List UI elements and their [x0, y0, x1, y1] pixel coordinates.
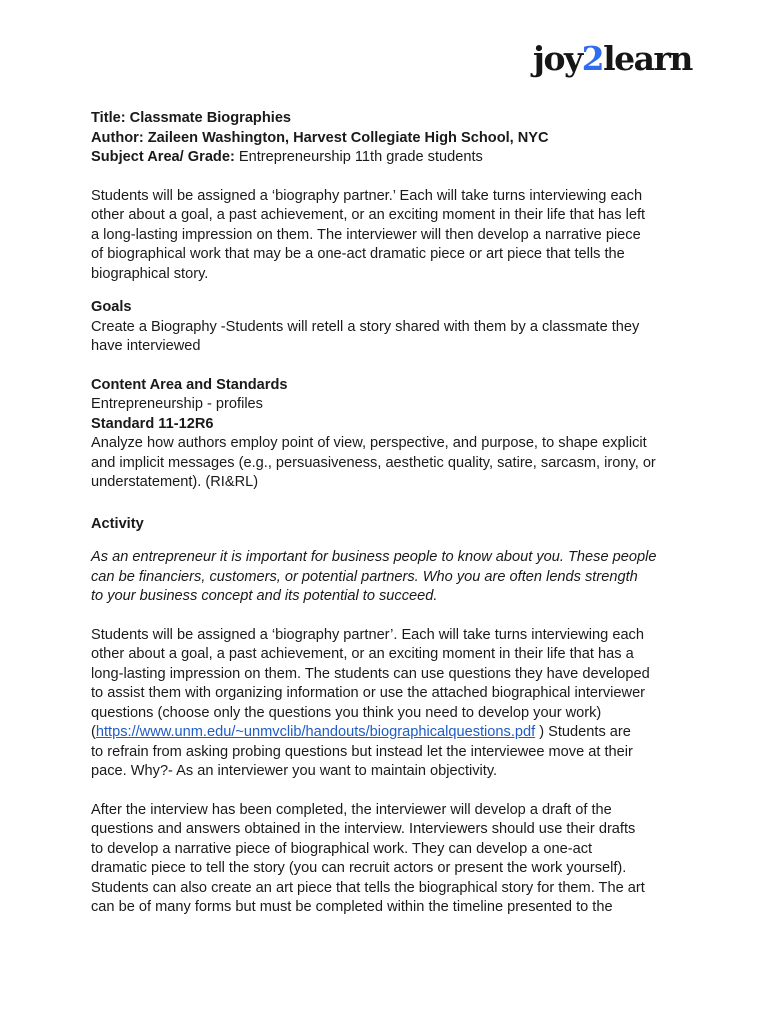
activity-paragraph-2: After the interview has been completed, the interviewer will develop a draft of the questions and answers obtained in the interview. Interviewers should use their drafts to develop a narrative piece of biographical work. They can develop a one-act dramatic piece to tell the story (you can recruit actors or present the work yourself). Students can also create an art piece that tells the biographical story for them. The art can be of many forms but must be completed within the timeline presented to the: [91, 801, 645, 915]
activity-intro: As an entrepreneur it is important for business people to know about you. These people can be financiers, customers, or potential partners. Who you are often lends strength to your business concept and its potential to succeed.: [91, 549, 657, 604]
content-area: Entrepreneurship - profiles: [91, 396, 263, 412]
standards-heading: Content Area and Standards: [91, 376, 288, 393]
document-body: [91, 109, 691, 918]
goals-text: Create a Biography -Students will retell a story shared with them by a classmate they have interviewed: [91, 318, 640, 354]
lesson-author: Author: Zaileen Washington, Harvest Collegiate High School, NYC: [91, 129, 549, 146]
lesson-subject: Subject Area/ Grade: Entrepreneurship 11th grade students: [91, 149, 483, 165]
standard-description: Analyze how authors employ point of view, perspective, and purpose, to shape explicit and implicit messages (e.g., persuasiveness, aesthetic quality, satire, sarcasm, irony, or understatement). (RI&RL): [91, 435, 656, 490]
standard-label: Standard 11-12R6: [91, 415, 214, 432]
lesson-title: Title: Classmate Biographies: [91, 110, 292, 126]
activity-paragraph-1: Students will be assigned a ‘biography partner’. Each will take turns interviewing each other about a goal, a past achievement, or an exciting moment in their life that has a long-lasting impression on them. The students can use questions they have developed to assist them with organizing information or use the attached biographical interviewer questions (choose only the questions you think you need to develop your work) (https://www.unm.edu/~unmvclib/handouts/biographicalquestions.pdf ) Students are to refrain from asking probing questions but instead let the interviewee move at their pace. Why?- As an interviewer you want to maintain objectivity.: [91, 626, 650, 779]
joy2learn-logo: joy2learn: [533, 39, 692, 78]
goals-heading: Goals: [91, 299, 132, 315]
biographical-questions-link[interactable]: https://www.unm.edu/~unmvclib/handouts/biographicalquestions.pdf: [95, 724, 536, 740]
intro-paragraph: Students will be assigned a ‘biography partner.’ Each will take turns interviewing each other about a goal, a past achievement, or an exciting moment in their life that has left a long-lasting impression on them. The interviewer will then develop a narrative piece of biographical work that may be a one-act dramatic piece or art piece that tells the biographical story.: [91, 187, 646, 282]
activity-heading: Activity: [91, 515, 144, 532]
